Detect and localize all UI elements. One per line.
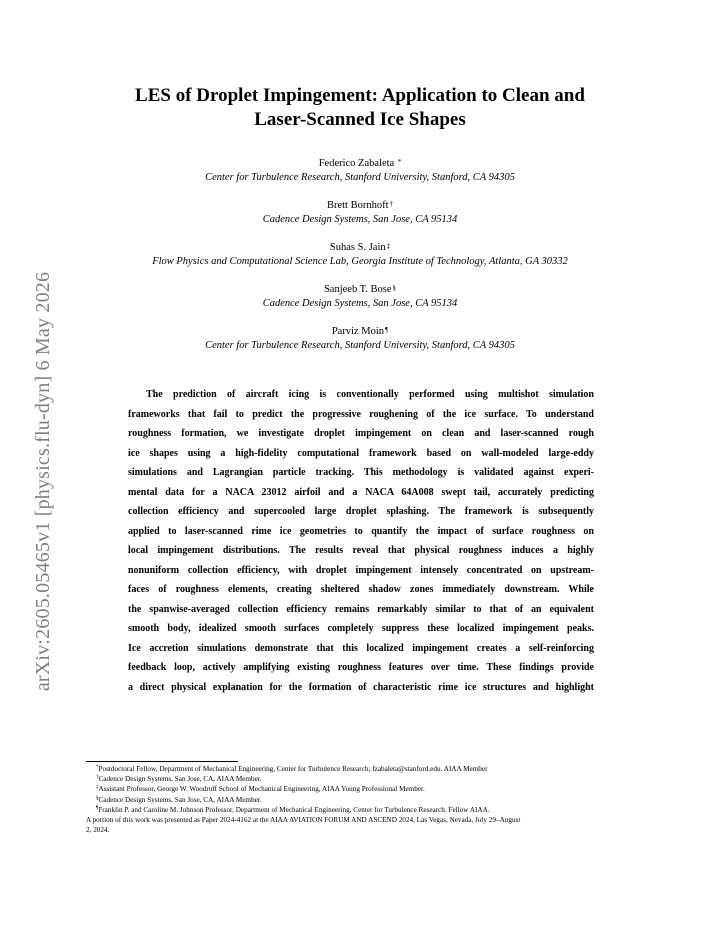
author-mark: * — [397, 158, 402, 166]
footnote-text: Cadence Design Systems, San Jose, CA, AIAA Member. — [98, 795, 262, 804]
footnote-text: Assistant Professor, George W. Woodruff School of Mechanical Engineering, AIAA Young Professional Member. — [98, 785, 425, 794]
author-mark: ¶ — [385, 326, 389, 334]
arxiv-stamp-text: arXiv:2605.05465v1 [physics.flu-dyn] 6 May 2026 — [32, 271, 55, 691]
abstract-line: simulations and Lagrangian particle tracking. This methodology is validated against experi- — [128, 467, 594, 478]
footnote-text: Franklin P. and Caroline M. Johnson Professor, Department of Mechanical Engineering, Center for Turbulence Research. Fellow AIAA. — [98, 805, 490, 814]
author-name: Sanjeeb T. Bose — [323, 284, 392, 295]
author-affiliation: Center for Turbulence Research, Stanford University, Stanford, CA 94305 — [205, 172, 515, 183]
footnote-mark: ‡ — [96, 785, 99, 791]
abstract-line: The prediction of aircraft icing is conventionally performed using multishot simulation — [146, 389, 594, 400]
footnote — [86, 774, 646, 784]
abstract-line: mental data for a NACA 23012 airfoil and a NACA 64A008 swept tail, accurately predicting — [128, 486, 594, 498]
author-name: Parviz Moin — [331, 326, 385, 337]
abstract-line: Ice accretion simulations demonstrate that this localized impingement creates a self-reinforcing — [128, 642, 594, 654]
footnote-text: Postdoctoral Fellow, Department of Mechanical Engineering, Center for Turbulence Research; fzabaleta@stanford.edu. AIAA Member — [98, 765, 488, 773]
footnote-mark: § — [96, 795, 99, 801]
footnote — [86, 805, 646, 815]
presentation-note-line-1: A portion of this work was presented as Paper 2024-4162 at the AIAA AVIATION FORUM AND ASCEND 2024, Las Vegas, Nevada, July 29–August — [86, 816, 521, 825]
author-mark: § — [392, 284, 397, 292]
abstract-line: ice shapes using a high-fidelity computational framework based on wall-modeled large-eddy — [128, 447, 594, 459]
footnotes — [86, 764, 646, 835]
author-mark: † — [389, 200, 394, 208]
footnote — [86, 795, 646, 805]
author-block — [80, 241, 640, 283]
author-affiliation: Cadence Design Systems, San Jose, CA 95134 — [262, 298, 458, 309]
abstract — [128, 385, 594, 697]
author-name: Brett Bornhoft — [326, 200, 389, 211]
footnote-mark: † — [96, 775, 99, 781]
footnote-mark: * — [96, 765, 99, 770]
footnote — [86, 764, 646, 774]
abstract-line: frameworks that fail to predict the progressive roughening of the ice surface. To understand — [128, 408, 594, 420]
author-name: Suhas S. Jain — [329, 242, 386, 253]
author-block — [80, 157, 640, 199]
arxiv-stamp — [22, 246, 66, 716]
footnote — [86, 784, 646, 794]
footnote-mark: ¶ — [96, 805, 99, 811]
abstract-line: smooth body, idealized smooth surfaces completely suppress these localized impingement peaks. — [128, 623, 594, 634]
author-block — [80, 199, 640, 241]
author-affiliation: Center for Turbulence Research, Stanford University, Stanford, CA 94305 — [205, 340, 515, 351]
author-list — [80, 157, 640, 367]
footnote-rule — [86, 761, 238, 762]
abstract-line: collection efficiency and supercooled large droplet splashing. The framework is subsequently — [128, 506, 594, 517]
abstract-line: roughness formation, we investigate droplet impingement on clean and laser-scanned rough — [128, 428, 594, 439]
abstract-line: applied to laser-scanned rime ice geometries to quantify the impact of surface roughness on — [128, 525, 594, 537]
footnote-text: Cadence Design Systems, San Jose, CA, AIAA Member. — [98, 775, 262, 784]
abstract-line: faces of roughness elements, creating sheltered shadow zones immediately downstream. While — [128, 584, 594, 595]
abstract-line: the spanwise-averaged collection efficiency remains remarkably similar to that of an equivalent — [128, 603, 594, 615]
presentation-note-line-2: 2, 2024. — [86, 826, 110, 835]
author-affiliation: Flow Physics and Computational Science Lab, Georgia Institute of Technology, Atlanta, GA 30332 — [152, 256, 568, 267]
title-line-1: LES of Droplet Impingement: Application to Clean and — [135, 85, 585, 106]
author-block — [80, 325, 640, 367]
author-mark: ‡ — [386, 242, 391, 250]
abstract-line: feedback loop, actively amplifying existing roughness features over time. These findings provide — [128, 662, 594, 673]
abstract-line: local impingement distributions. The results reveal that physical roughness induces a highly — [128, 545, 594, 556]
author-name: Federico Zabaleta — [318, 158, 395, 169]
abstract-line: a direct physical explanation for the formation of characteristic rime ice structures and highlight — [128, 681, 594, 693]
abstract-line: nonuniform collection efficiency, with droplet impingement intensely concentrated on upstream- — [128, 564, 594, 576]
author-affiliation: Cadence Design Systems, San Jose, CA 95134 — [262, 214, 458, 225]
title-line-2: Laser-Scanned Ice Shapes — [254, 109, 466, 130]
paper-title — [80, 84, 640, 132]
author-block — [80, 283, 640, 325]
